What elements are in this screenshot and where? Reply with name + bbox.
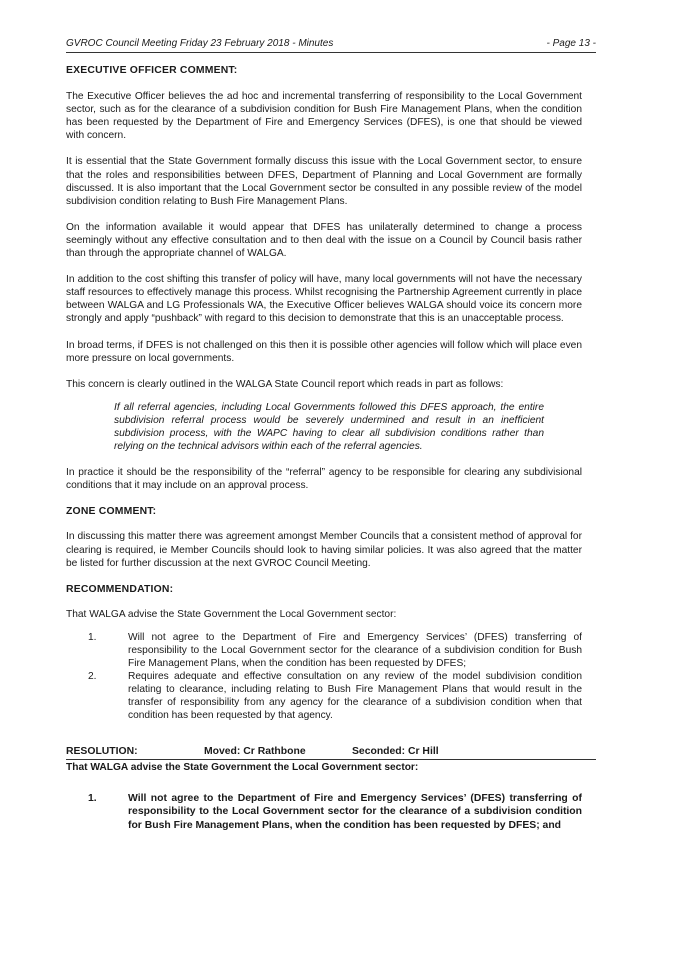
list-item bbox=[66, 670, 582, 722]
recommendation-list bbox=[66, 631, 582, 723]
exec-paragraph-after-quote: In practice it should be the responsibility of the “referral” agency to be responsible for clearing any subdivisional conditions that it may include on an approval process. bbox=[66, 467, 582, 492]
page-header bbox=[66, 36, 596, 53]
exec-paragraph-2: It is essential that the State Government formally discuss this issue with the Local Government sector, to ensure that the roles and responsibilities between DFES, Department of Planning and Local Government are formally discussed. It is also important that the Local Government sector be consulted in any possible review of the model subdivision condition relating to Bush Fire Management Plans. bbox=[66, 156, 582, 207]
exec-paragraph-4: In addition to the cost shifting this transfer of policy will have, many local governments will not have the necessary staff resources to effectively manage this process. Whilst recognising the Partnership Agreement currently in place between WALGA and LG Professionals WA, the Executive Officer believes WALGA should voice its concern more strongly and apply “pushback” with regard to this decision to demonstrate that this is an unacceptable process. bbox=[66, 274, 582, 325]
list-item bbox=[66, 631, 582, 670]
list-item bbox=[66, 792, 582, 833]
recommendation-heading: RECOMMENDATION: bbox=[66, 583, 174, 595]
zone-comment-heading: ZONE COMMENT: bbox=[66, 506, 157, 518]
walga-quote: If all referral agencies, including Local Governments followed this DFES approach, the entire subdivision referral process would be severely undermined and result in an inefficient subdivision process, with the WAPC having to clear all subdivision conditions rather than relying on the technical advisors within each of the referral agencies. bbox=[114, 401, 544, 453]
zone-comment-text: In discussing this matter there was agreement amongst Member Councils that a consistent method of approval for clearing is required, ie Member Councils should look to having similar policies. It was also agreed that the matter be listed for further discussion at the next GVROC Council Meeting. bbox=[66, 531, 582, 569]
exec-paragraph-5: In broad terms, if DFES is not challenged on this then it is possible other agencies will follow which will place even more pressure on local governments. bbox=[66, 339, 582, 364]
exec-comment-heading: EXECUTIVE OFFICER COMMENT: bbox=[66, 65, 238, 76]
header-page-number: - Page 13 - bbox=[546, 38, 596, 49]
resolution-row bbox=[66, 745, 582, 759]
list-item-number: 2. bbox=[88, 671, 97, 683]
resolution-list bbox=[66, 792, 582, 833]
list-item-number: 1. bbox=[88, 792, 97, 804]
resolution-intro: That WALGA advise the State Government the Local Government sector: bbox=[66, 761, 419, 773]
resolution-label: RESOLUTION: bbox=[66, 745, 138, 757]
list-item-text: Will not agree to the Department of Fire and Emergency Services’ (DFES) transferring of responsibility to the Local Government sector for the clearance of a subdivision condition for Bush Fire Management Plans, when the condition has been requested by DFES; bbox=[128, 631, 582, 670]
resolution-moved: Moved: Cr Rathbone bbox=[204, 745, 306, 757]
list-item-text: Will not agree to the Department of Fire and Emergency Services’ (DFES) transferring of responsibility to the Local Government sector for the clearance of a subdivision condition for Bush Fire Management Plans, when the condition has been requested by DFES; and bbox=[128, 792, 582, 831]
exec-paragraph-1: The Executive Officer believes the ad hoc and incremental transferring of responsibility to the Local Government sector, such as for the clearance of a subdivision condition for Bush Fire Management Plans, when the condition has been requested by the Department of Fire and Emergency Services (DFES), is one that should be viewed with concern. bbox=[66, 91, 582, 142]
header-title: GVROC Council Meeting Friday 23 February 2018 - Minutes bbox=[66, 38, 334, 49]
resolution-seconded: Seconded: Cr Hill bbox=[352, 745, 439, 757]
resolution-divider bbox=[66, 759, 596, 760]
page-content bbox=[66, 64, 582, 832]
exec-paragraph-3: On the information available it would appear that DFES has unilaterally determined to change a process seemingly without any effective consultation and to then deal with the issue on a Council by Council basis rather than through the appropriate channel of WALGA. bbox=[66, 221, 582, 260]
list-item-number: 1. bbox=[88, 631, 97, 643]
exec-paragraph-6: This concern is clearly outlined in the WALGA State Council report which reads in part as follows: bbox=[66, 378, 504, 390]
list-item-text: Requires adequate and effective consultation on any review of the model subdivision condition relating to clearance, including relating to Bush Fire Management Plans that would result in the transfer of responsibility from any agency for the clearance of a subdivision condition when that condition has been requested by that agency. bbox=[128, 671, 582, 722]
recommendation-intro: That WALGA advise the State Government the Local Government sector: bbox=[66, 608, 397, 620]
